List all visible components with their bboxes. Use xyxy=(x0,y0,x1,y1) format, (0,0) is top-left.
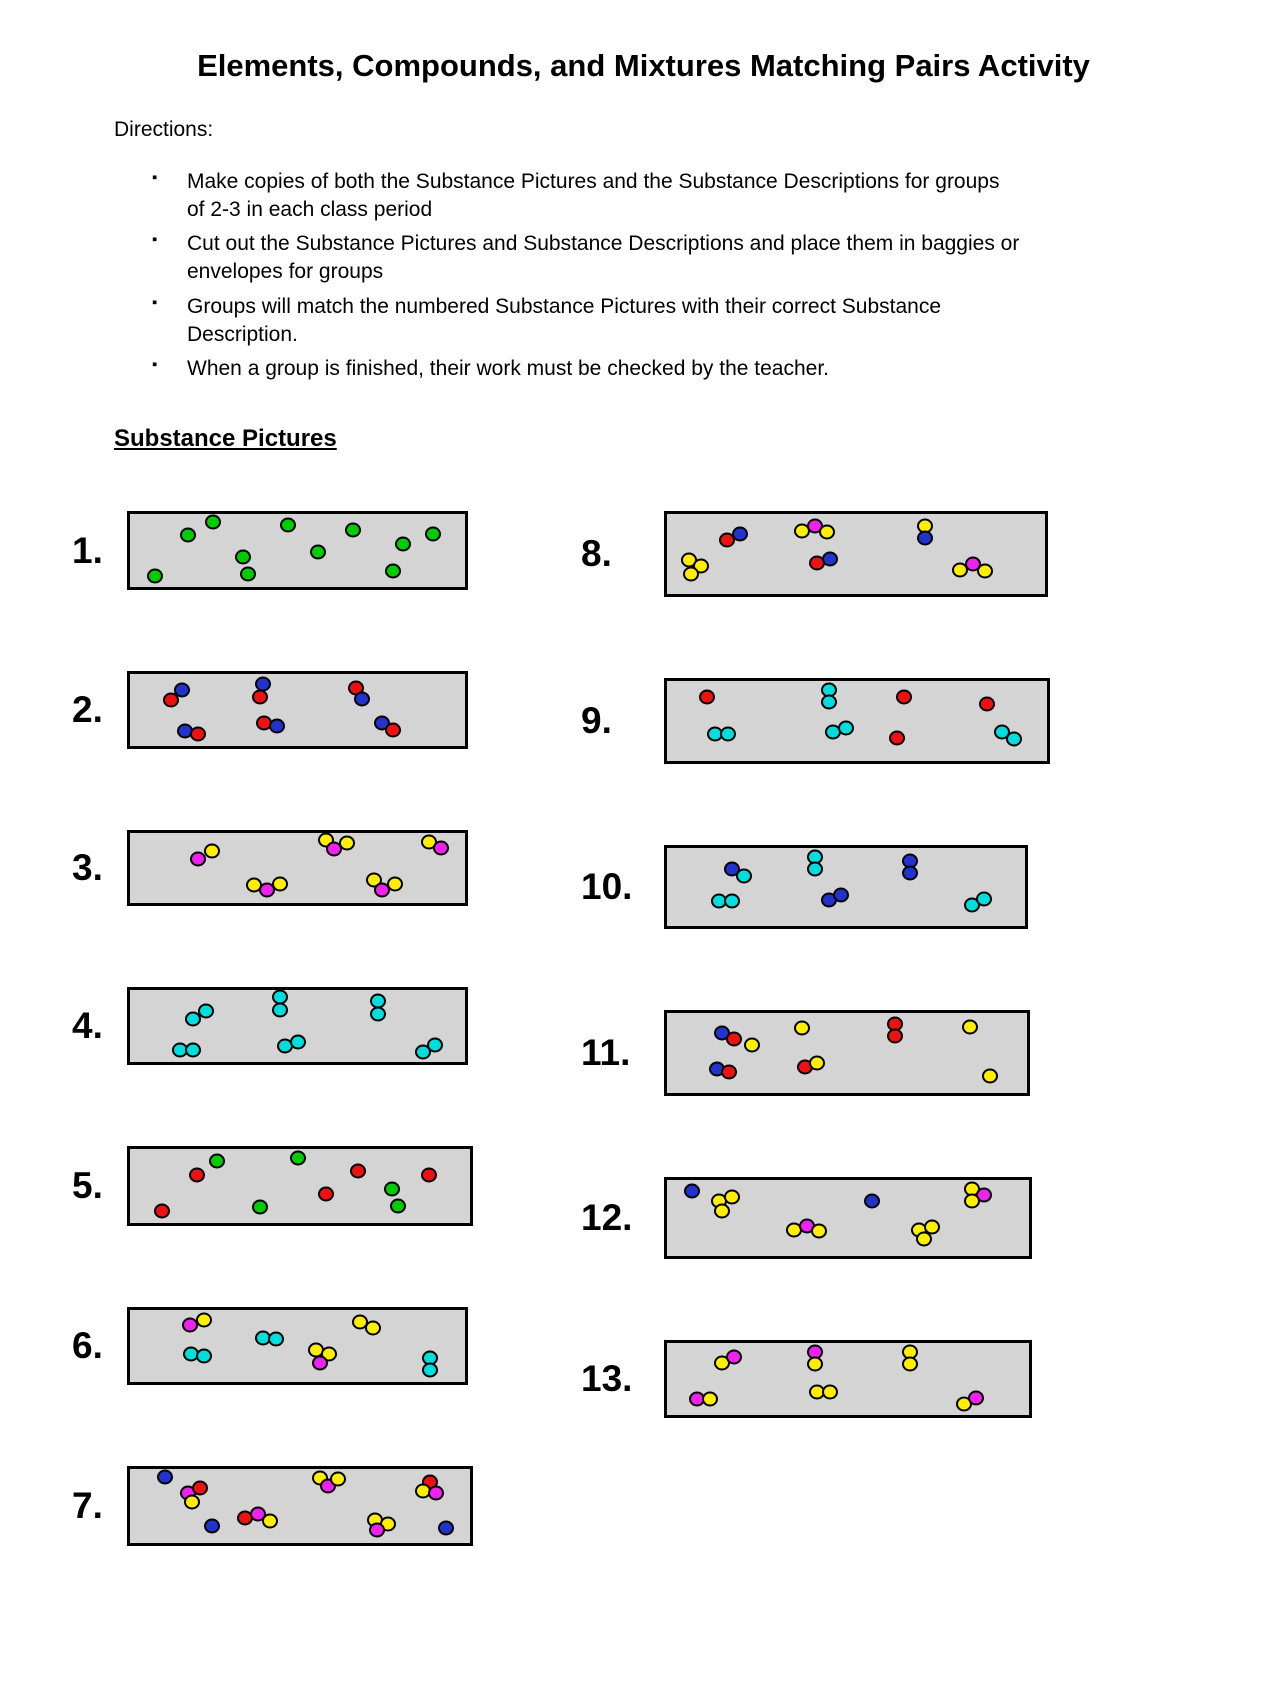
cyan-atom xyxy=(422,1363,438,1378)
green-atom xyxy=(180,528,196,543)
yellow-atom xyxy=(204,844,220,859)
yellow-atom xyxy=(964,1194,980,1209)
yellow-atom xyxy=(807,1357,823,1372)
red-atom xyxy=(154,1204,170,1219)
red-atom xyxy=(350,1164,366,1179)
blue-atom xyxy=(833,888,849,903)
red-atom xyxy=(896,690,912,705)
yellow-atom xyxy=(794,1021,810,1036)
red-atom xyxy=(163,693,179,708)
box-number-3: 3. xyxy=(72,847,103,889)
red-atom xyxy=(699,690,715,705)
yellow-atom xyxy=(339,836,355,851)
substance-box-12 xyxy=(664,1177,1032,1259)
yellow-atom xyxy=(272,877,288,892)
green-atom xyxy=(209,1154,225,1169)
green-atom xyxy=(205,515,221,530)
magenta-atom xyxy=(433,841,449,856)
cyan-atom xyxy=(821,695,837,710)
red-atom xyxy=(192,1481,208,1496)
green-atom xyxy=(384,1182,400,1197)
cyan-atom xyxy=(370,1007,386,1022)
yellow-atom xyxy=(819,525,835,540)
box-number-7: 7. xyxy=(72,1485,103,1527)
substance-row-7 xyxy=(72,1466,473,1546)
cyan-atom xyxy=(736,869,752,884)
direction-item-2: ▪ Cut out the Substance Pictures and Substance Descriptions and place them in baggies or envelopes for groups xyxy=(152,230,1022,285)
green-atom xyxy=(425,527,441,542)
red-atom xyxy=(889,731,905,746)
green-atom xyxy=(235,550,251,565)
substance-box-10 xyxy=(664,845,1028,929)
directions-label: Directions: xyxy=(114,118,214,141)
substance-row-1 xyxy=(72,511,473,590)
green-atom xyxy=(390,1199,406,1214)
cyan-atom xyxy=(427,1038,443,1053)
red-atom xyxy=(190,727,206,742)
box-number-8: 8. xyxy=(581,533,612,575)
substance-row-2 xyxy=(72,671,473,749)
magenta-atom xyxy=(428,1486,444,1501)
directions-list xyxy=(152,168,1022,383)
yellow-atom xyxy=(916,1232,932,1247)
cyan-atom xyxy=(724,894,740,909)
red-atom xyxy=(421,1168,437,1183)
direction-item-4: ▪ When a group is finished, their work must be checked by the teacher. xyxy=(152,355,1022,383)
green-atom xyxy=(345,523,361,538)
box-number-9: 9. xyxy=(581,700,612,742)
magenta-atom xyxy=(369,1523,385,1538)
cyan-atom xyxy=(185,1043,201,1058)
box-number-6: 6. xyxy=(72,1325,103,1367)
green-atom xyxy=(395,537,411,552)
box-number-1: 1. xyxy=(72,529,103,571)
substance-box-11 xyxy=(664,1010,1030,1096)
red-atom xyxy=(318,1187,334,1202)
substance-box-1 xyxy=(127,511,468,590)
yellow-atom xyxy=(811,1224,827,1239)
yellow-atom xyxy=(330,1472,346,1487)
yellow-atom xyxy=(962,1020,978,1035)
box-number-5: 5. xyxy=(72,1165,103,1207)
yellow-atom xyxy=(702,1392,718,1407)
blue-atom xyxy=(438,1521,454,1536)
blue-atom xyxy=(822,552,838,567)
green-atom xyxy=(385,564,401,579)
substance-pictures-grid xyxy=(72,511,1175,1627)
blue-atom xyxy=(917,531,933,546)
green-atom xyxy=(240,567,256,582)
substance-box-8 xyxy=(664,511,1048,597)
yellow-atom xyxy=(683,567,699,582)
left-column xyxy=(72,511,473,1627)
red-atom xyxy=(385,723,401,738)
green-atom xyxy=(147,569,163,584)
cyan-atom xyxy=(1006,732,1022,747)
substance-box-7 xyxy=(127,1466,473,1546)
green-atom xyxy=(280,518,296,533)
substance-row-6 xyxy=(72,1307,473,1385)
cyan-atom xyxy=(976,892,992,907)
yellow-atom xyxy=(809,1056,825,1071)
blue-atom xyxy=(684,1184,700,1199)
section-heading: Substance Pictures xyxy=(114,425,337,453)
yellow-atom xyxy=(196,1313,212,1328)
right-column xyxy=(581,511,1050,1499)
magenta-atom xyxy=(968,1391,984,1406)
substance-row-4 xyxy=(72,987,473,1065)
substance-box-3 xyxy=(127,830,468,906)
yellow-atom xyxy=(724,1190,740,1205)
box-number-11: 11. xyxy=(581,1032,631,1074)
cyan-atom xyxy=(720,727,736,742)
box-number-12: 12. xyxy=(581,1197,633,1239)
page-title: Elements, Compounds, and Mixtures Matching Pairs Activity xyxy=(197,48,1090,83)
yellow-atom xyxy=(365,1321,381,1336)
direction-item-1: ▪ Make copies of both the Substance Pictures and the Substance Descriptions for groups of 2-3 in each class period xyxy=(152,168,1022,223)
substance-box-6 xyxy=(127,1307,468,1385)
substance-box-5 xyxy=(127,1146,473,1226)
yellow-atom xyxy=(387,877,403,892)
red-atom xyxy=(721,1065,737,1080)
blue-atom xyxy=(902,866,918,881)
yellow-atom xyxy=(184,1495,200,1510)
substance-row-3 xyxy=(72,830,473,906)
blue-atom xyxy=(864,1194,880,1209)
box-number-13: 13. xyxy=(581,1358,633,1400)
yellow-atom xyxy=(822,1385,838,1400)
blue-atom xyxy=(157,1470,173,1485)
substance-box-2 xyxy=(127,671,468,749)
box-number-10: 10. xyxy=(581,866,633,908)
blue-atom xyxy=(204,1519,220,1534)
yellow-atom xyxy=(714,1204,730,1219)
green-atom xyxy=(290,1151,306,1166)
blue-atom xyxy=(732,527,748,542)
magenta-atom xyxy=(312,1356,328,1371)
red-atom xyxy=(979,697,995,712)
substance-row-9 xyxy=(581,678,1050,764)
substance-box-4 xyxy=(127,987,468,1065)
substance-row-10 xyxy=(581,845,1050,929)
cyan-atom xyxy=(807,862,823,877)
red-atom xyxy=(252,690,268,705)
substance-row-5 xyxy=(72,1146,473,1226)
blue-atom xyxy=(269,719,285,734)
direction-item-3: ▪ Groups will match the numbered Substance Pictures with their correct Substance Description. xyxy=(152,293,1022,348)
green-atom xyxy=(310,545,326,560)
blue-atom xyxy=(354,692,370,707)
cyan-atom xyxy=(838,721,854,736)
substance-box-13 xyxy=(664,1340,1032,1418)
substance-box-9 xyxy=(664,678,1050,764)
magenta-atom xyxy=(726,1350,742,1365)
substance-row-8 xyxy=(581,511,1050,597)
yellow-atom xyxy=(744,1038,760,1053)
cyan-atom xyxy=(268,1332,284,1347)
box-number-4: 4. xyxy=(72,1005,103,1047)
yellow-atom xyxy=(262,1514,278,1529)
red-atom xyxy=(887,1029,903,1044)
box-number-2: 2. xyxy=(72,689,103,731)
yellow-atom xyxy=(977,564,993,579)
cyan-atom xyxy=(196,1349,212,1364)
substance-row-11 xyxy=(581,1010,1050,1096)
red-atom xyxy=(189,1168,205,1183)
substance-row-12 xyxy=(581,1177,1050,1259)
cyan-atom xyxy=(290,1035,306,1050)
cyan-atom xyxy=(198,1004,214,1019)
red-atom xyxy=(726,1032,742,1047)
green-atom xyxy=(252,1200,268,1215)
substance-row-13 xyxy=(581,1340,1050,1418)
yellow-atom xyxy=(982,1069,998,1084)
yellow-atom xyxy=(902,1357,918,1372)
cyan-atom xyxy=(272,1003,288,1018)
